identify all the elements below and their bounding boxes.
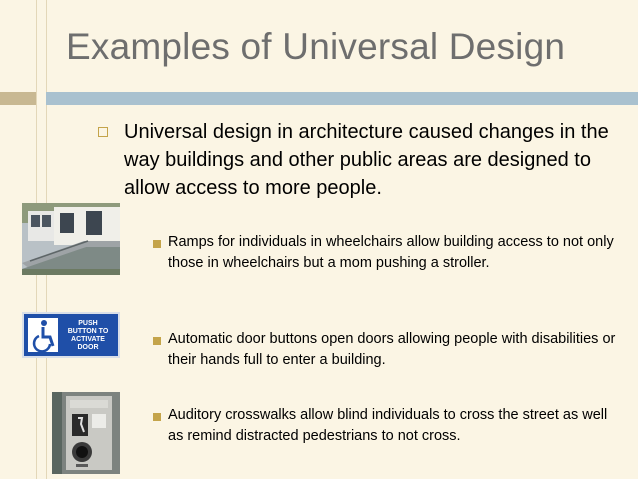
- sub-bullet-square-icon: [153, 337, 161, 345]
- sub-bullet-square-icon: [153, 413, 161, 421]
- title-rule-left: [0, 92, 36, 105]
- sub-bullet-door-buttons: Automatic door buttons open doors allowing people with disabilities or their hands full to enter a building.: [168, 331, 616, 368]
- svg-text:BUTTON TO: BUTTON TO: [67, 328, 109, 335]
- auditory-crosswalk-photo: [52, 392, 120, 474]
- ramp-photo: [22, 203, 120, 275]
- svg-text:DOOR: DOOR: [77, 344, 99, 351]
- sub-bullet-crosswalks: Auditory crosswalks allow blind individuals to cross the street as well as remind distracted pedestrians to not cross.: [168, 407, 608, 444]
- title-rule-right: [46, 92, 638, 105]
- slide-title: Examples of Universal Design: [66, 26, 566, 67]
- bullet-square-icon: [98, 127, 108, 137]
- lead-bullet-text: Universal design in architecture caused changes in the way buildings and other public areas are designed to allow access to more people.: [124, 121, 609, 199]
- svg-text:ACTIVATE: ACTIVATE: [71, 336, 105, 343]
- sub-bullet-square-icon: [153, 240, 161, 248]
- accessible-door-sign-photo: [22, 312, 120, 358]
- sub-bullet-ramps: Ramps for individuals in wheelchairs allow building access to not only those in wheelchairs but a mom pushing a stroller.: [168, 234, 614, 271]
- svg-text:PUSH: PUSH: [78, 320, 98, 327]
